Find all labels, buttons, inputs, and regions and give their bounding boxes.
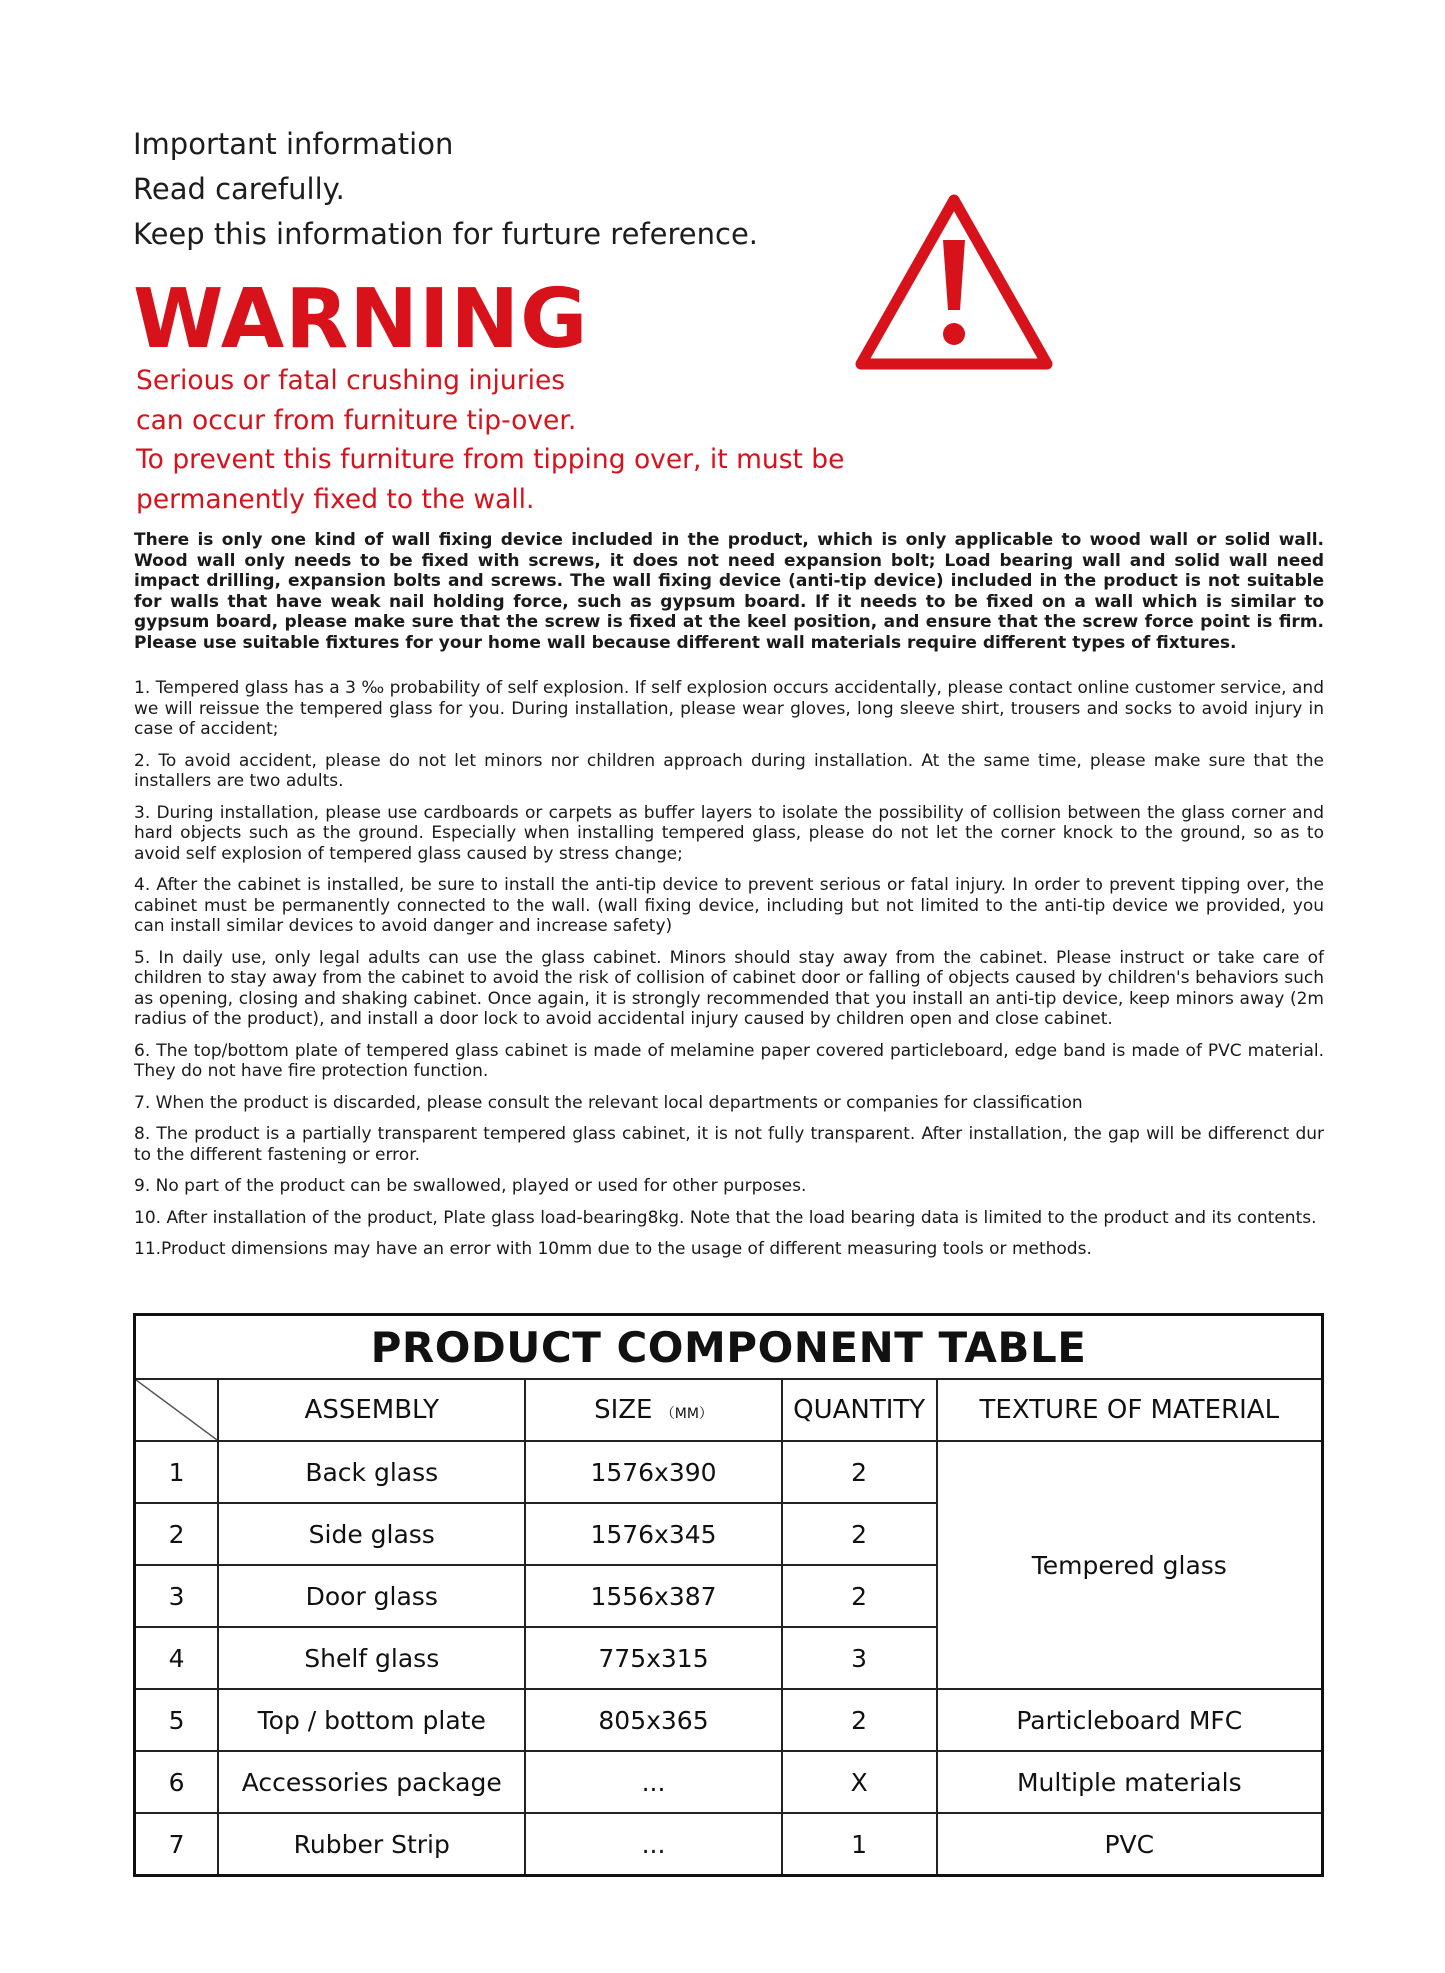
table-header-row [135, 1379, 1323, 1441]
wall-fixing-paragraph: There is only one kind of wall fixing device included in the product, which is only applicable to wood wall or solid wall. Wood wall only needs to be fixed with screws, it does not need expansion bolt; Load bearing wall and solid wall need impact drilling, expansion bolts and screws. The wall fixing device (anti-tip device) included in the product is not suitable for walls that have weak nail holding force, such as gypsum board. If it needs to be fixed on a wall which is similar to gypsum board, please make sure that the screw is fixed at the keel position, and ensure that the screw force point is firm. Please use suitable fixtures for your home wall because different wall materials require different types of fixtures. [134, 530, 1324, 653]
note-item: 6. The top/bottom plate of tempered glass cabinet is made of melamine paper covered particleboard, edge band is made of PVC material. They do not have fire protection function. [134, 1040, 1324, 1081]
row-texture: PVC [937, 1813, 1323, 1876]
header-size-label: SIZE [594, 1395, 653, 1425]
row-number: 5 [135, 1689, 219, 1751]
row-quantity: 1 [782, 1813, 937, 1876]
note-item: 8. The product is a partially transparent tempered glass cabinet, it is not fully transparent. After installation, the gap will be differenct dur to the different fastening or error. [134, 1124, 1324, 1165]
warning-line-2: can occur from furniture tip-over. [136, 404, 577, 436]
note-item: 11.Product dimensions may have an error with 10mm due to the usage of different measuring tools or methods. [134, 1239, 1092, 1259]
header-size-unit: （MM） [660, 1406, 713, 1422]
header-size [525, 1379, 781, 1441]
notes-list [134, 678, 1324, 1271]
row-size: ... [525, 1751, 781, 1813]
table-row [135, 1689, 1323, 1751]
row-assembly: Shelf glass [218, 1627, 525, 1689]
table-title: PRODUCT COMPONENT TABLE [135, 1315, 1323, 1380]
row-quantity: 2 [782, 1689, 937, 1751]
product-component-table [133, 1313, 1324, 1877]
warning-line-4: permanently fixed to the wall. [136, 483, 535, 515]
row-assembly: Back glass [218, 1441, 525, 1503]
row-size: 775x315 [525, 1627, 781, 1689]
note-item: 7. When the product is discarded, please consult the relevant local departments or companies for classification [134, 1092, 1083, 1113]
row-assembly: Side glass [218, 1503, 525, 1565]
row-number: 7 [135, 1813, 219, 1876]
row-number: 4 [135, 1627, 219, 1689]
warning-title: WARNING [133, 272, 589, 367]
warning-line-3: To prevent this furniture from tipping over, it must be [136, 444, 845, 475]
intro-line-2: Read carefully. [133, 172, 345, 206]
table-row [135, 1813, 1323, 1876]
intro-block [133, 122, 758, 257]
row-size: 1576x345 [525, 1503, 781, 1565]
warning-message [136, 361, 844, 519]
row-number: 3 [135, 1565, 219, 1627]
row-size: 805x365 [525, 1689, 781, 1751]
row-quantity: 2 [782, 1503, 937, 1565]
row-quantity: 3 [782, 1627, 937, 1689]
row-assembly: Door glass [218, 1565, 525, 1627]
header-quantity: QUANTITY [782, 1379, 937, 1441]
row-quantity: 2 [782, 1565, 937, 1627]
note-item: 9. No part of the product can be swallowed, played or used for other purposes. [134, 1176, 807, 1196]
header-texture: TEXTURE OF MATERIAL [937, 1379, 1323, 1441]
row-assembly: Accessories package [218, 1751, 525, 1813]
row-assembly: Rubber Strip [218, 1813, 525, 1876]
table-row [135, 1751, 1323, 1813]
row-texture: Multiple materials [937, 1751, 1323, 1813]
header-assembly: ASSEMBLY [218, 1379, 525, 1441]
intro-line-1: Important information [133, 127, 454, 161]
note-item: 10. After installation of the product, Plate glass load-bearing8kg. Note that the load bearing data is limited to the product and its contents. [134, 1207, 1317, 1228]
row-texture-merged: Tempered glass [937, 1441, 1323, 1689]
warning-line-1: Serious or fatal crushing injuries [136, 365, 566, 396]
row-number: 1 [135, 1441, 219, 1503]
row-size: ... [525, 1813, 781, 1876]
note-item: 2. To avoid accident, please do not let minors nor children approach during installation. At the same time, please make sure that the installers are two adults. [134, 750, 1324, 791]
table-row [135, 1441, 1323, 1503]
row-quantity: X [782, 1751, 937, 1813]
note-item: 3. During installation, please use cardboards or carpets as buffer layers to isolate the possibility of collision between the glass corner and hard objects such as the ground. Especially when installing tempered glass, please do not let the corner knock to the ground, so as to avoid self explosion of tempered glass caused by stress change; [134, 802, 1324, 864]
row-number: 2 [135, 1503, 219, 1565]
row-texture: Particleboard MFC [937, 1689, 1323, 1751]
note-item: 5. In daily use, only legal adults can use the glass cabinet. Minors should stay away from the cabinet. Please instruct or take care of children to stay away from the cabinet to avoid the risk of collision of cabinet door or falling of objects caused by children's behaviors such as opening, closing and shaking cabinet. Once again, it is strongly recommended that you install an anti-tip device, keep minors away (2m radius of the product), and install a door lock to avoid accidental injury caused by children open and close cabinet. [134, 947, 1324, 1029]
row-assembly: Top / bottom plate [218, 1689, 525, 1751]
row-quantity: 2 [782, 1441, 937, 1503]
header-corner-cell [135, 1379, 219, 1441]
intro-line-3: Keep this information for furture reference. [133, 217, 759, 251]
note-item: 4. After the cabinet is installed, be sure to install the anti-tip device to prevent serious or fatal injury. In order to prevent tipping over, the cabinet must be permanently connected to the wall. (wall fixing device, including but not limited to the anti-tip device we provided, you can install similar devices to avoid danger and increase safety) [134, 875, 1324, 936]
row-size: 1556x387 [525, 1565, 781, 1627]
row-number: 6 [135, 1751, 219, 1813]
warning-triangle-icon [849, 186, 1059, 378]
row-size: 1576x390 [525, 1441, 781, 1503]
note-item: 1. Tempered glass has a 3 ‰ probability of self explosion. If self explosion occurs accidentally, please contact online customer service, and we will reissue the tempered glass for you. During installation, please wear gloves, long sleeve shirt, trousers and socks to avoid injury in case of accident; [134, 678, 1324, 739]
